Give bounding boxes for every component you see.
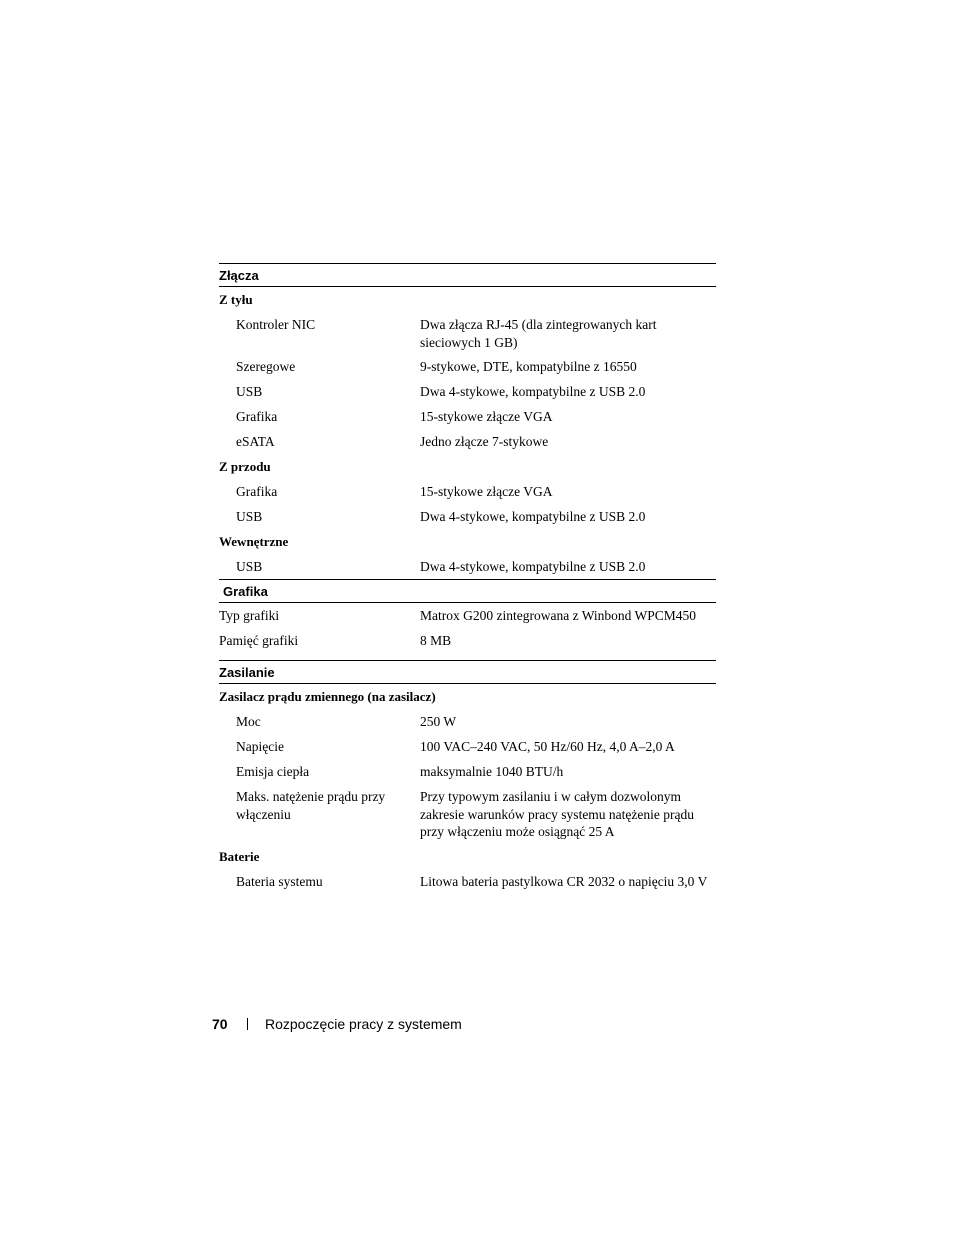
subsection-rear: Z tyłu (219, 292, 253, 307)
row-value: Dwa złącza RJ-45 (dla zintegrowanych kart sieciowych 1 GB) (420, 317, 657, 350)
table-row (219, 554, 716, 579)
section-header-power: Zasilanie (219, 660, 716, 684)
row-label: Bateria systemu (236, 874, 323, 889)
row-label: Maks. natężenie prądu przy włączeniu (236, 789, 386, 822)
section-header-connectors: Złącza (219, 263, 716, 287)
subsection-batteries: Baterie (219, 849, 260, 864)
row-value: 250 W (420, 714, 457, 729)
subsection-front: Z przodu (219, 459, 271, 474)
section-header-graphics: Grafika (219, 579, 716, 603)
row-value: Matrox G200 zintegrowana z Winbond WPCM450 (420, 608, 697, 623)
row-label: USB (236, 559, 263, 574)
table-row (219, 429, 716, 454)
table-row (219, 869, 716, 894)
row-label: Grafika (236, 409, 278, 424)
table-row (219, 628, 716, 653)
row-value: Jedno złącze 7-stykowe (420, 434, 549, 449)
footer-separator (247, 1018, 248, 1030)
row-value: 100 VAC–240 VAC, 50 Hz/60 Hz, 4,0 A–2,0 A (420, 739, 675, 754)
row-label: USB (236, 509, 263, 524)
row-value: 15-stykowe złącze VGA (420, 409, 553, 424)
table-row (219, 312, 716, 354)
row-value: Dwa 4-stykowe, kompatybilne z USB 2.0 (420, 384, 646, 399)
row-label: Emisja ciepła (236, 764, 310, 779)
row-label: Grafika (236, 484, 278, 499)
table-row (219, 479, 716, 504)
row-label: Pamięć grafiki (219, 633, 299, 648)
row-label: Kontroler NIC (236, 317, 316, 332)
table-row (219, 603, 716, 628)
table-row (219, 504, 716, 529)
table-row (219, 404, 716, 429)
subsection-ac-power-supply: Zasilacz prądu zmiennego (na zasilacz) (219, 689, 436, 704)
row-value: 8 MB (420, 633, 452, 648)
row-label: eSATA (236, 434, 275, 449)
row-label: Moc (236, 714, 261, 729)
table-row (219, 709, 716, 734)
table-row (219, 379, 716, 404)
row-label: Szeregowe (236, 359, 296, 374)
specifications-table (219, 263, 716, 894)
row-value: Dwa 4-stykowe, kompatybilne z USB 2.0 (420, 559, 646, 574)
row-value: 15-stykowe złącze VGA (420, 484, 553, 499)
footer-title: Rozpoczęcie pracy z systemem (265, 1016, 462, 1032)
table-row (219, 734, 716, 759)
table-row (219, 354, 716, 379)
page-footer (212, 1014, 612, 1034)
page-number: 70 (212, 1016, 228, 1032)
row-value: Przy typowym zasilaniu i w całym dozwolonym zakresie warunków pracy systemu natężenie prądu przy włączeniu może osiągnąć 25 A (420, 789, 695, 839)
table-row (219, 784, 716, 844)
table-row (219, 759, 716, 784)
row-label: Typ grafiki (219, 608, 280, 623)
subsection-internal: Wewnętrzne (219, 534, 289, 549)
row-label: Napięcie (236, 739, 284, 754)
row-value: Dwa 4-stykowe, kompatybilne z USB 2.0 (420, 509, 646, 524)
row-value: Litowa bateria pastylkowa CR 2032 o napięciu 3,0 V (420, 874, 708, 889)
row-value: 9-stykowe, DTE, kompatybilne z 16550 (420, 359, 637, 374)
row-label: USB (236, 384, 263, 399)
row-value: maksymalnie 1040 BTU/h (420, 764, 564, 779)
